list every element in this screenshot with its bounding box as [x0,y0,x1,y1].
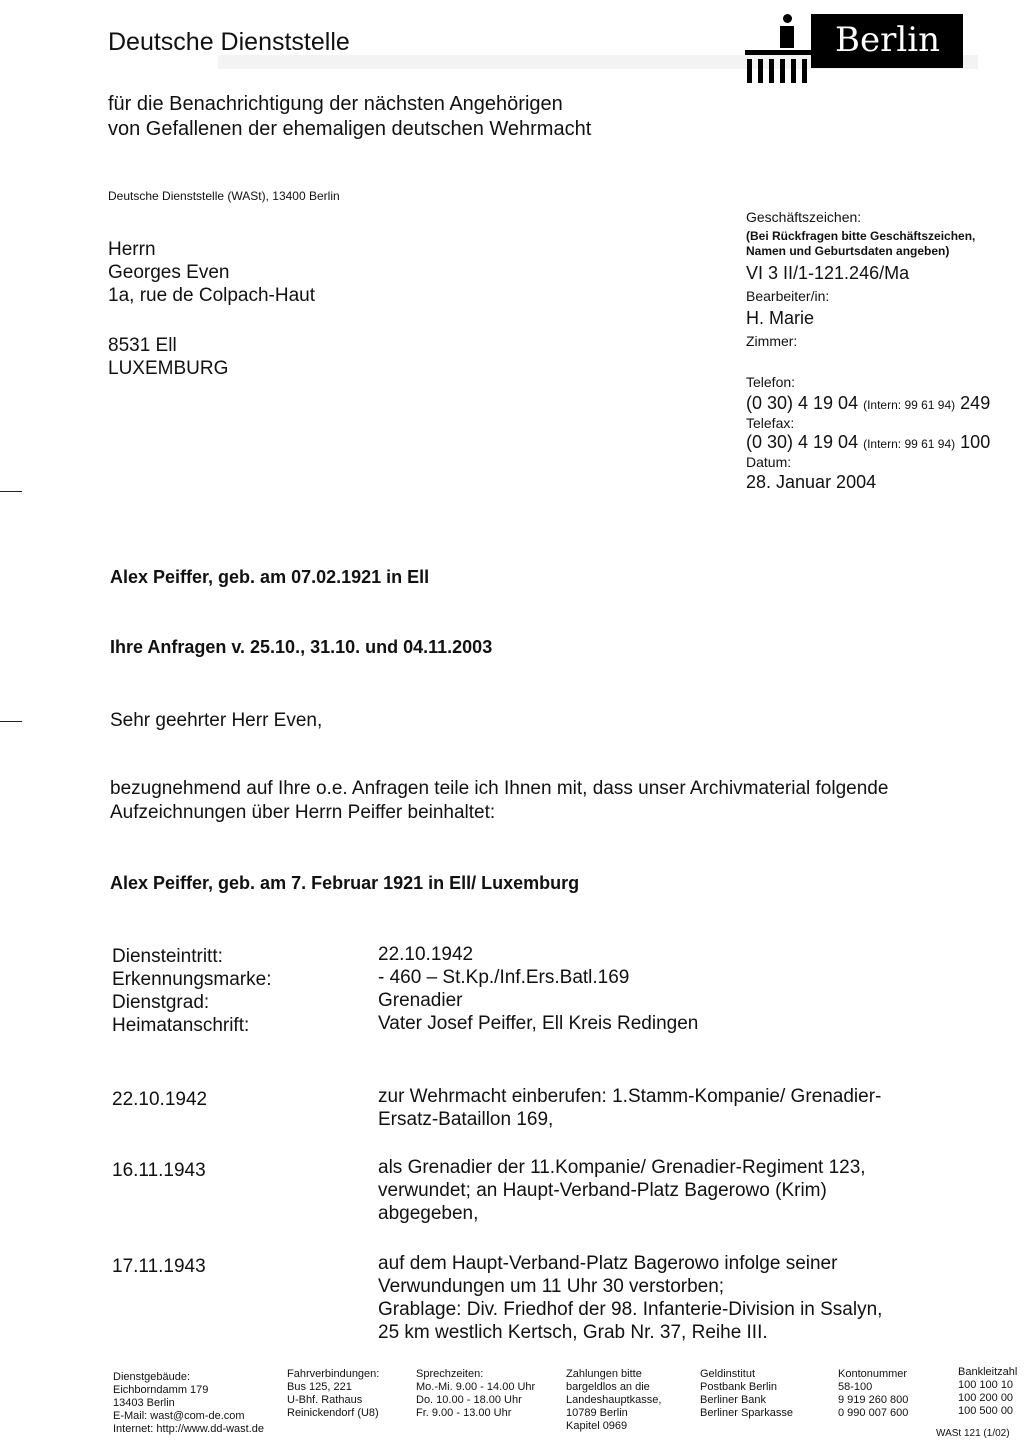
event-date: 17.11.1943 [112,1256,206,1277]
intro-line-2: Aufzeichnungen über Herrn Peiffer beinhaltet: [110,802,496,823]
phone-intern: (Intern: 99 61 94) [863,398,956,412]
event-line: als Grenadier der 11.Kompanie/ Grenadier-Regiment 123, [378,1157,866,1178]
footer-text: Kapitel 0969 [566,1420,628,1432]
intro-paragraph [110,777,888,825]
footer-text: Landeshauptkasse, [566,1394,662,1406]
recipient-salutation: Herrn [108,239,156,260]
fax-main: (0 30) 4 19 04 [746,432,859,452]
form-code: WASt 121 (1/02) [936,1428,1010,1439]
org-subtitle [108,92,591,142]
event-text [378,1156,866,1225]
event-date: 16.11.1943 [112,1160,206,1181]
reference-note-line-1: (Bei Rückfragen bitte Geschäftszeichen, [746,229,976,243]
recipient-city: 8531 Ell [108,335,177,356]
fax-number [746,432,990,453]
letter-date: 28. Januar 2004 [746,472,877,492]
footer-heading: Zahlungen bitte [566,1368,642,1380]
footer-heading: Dienstgebäude: [113,1371,191,1383]
recipient-street: 1a, rue de Colpach-Haut [108,285,316,306]
event-line: verwundet; an Haupt-Verband-Platz Bagerowo (Krim) [378,1180,827,1201]
footer-text: U-Bhf. Rathaus [287,1394,363,1406]
phone-ext: 249 [960,393,991,413]
details-values [378,943,698,1035]
subject-line-1: Alex Peiffer, geb. am 07.02.1921 in Ell [110,567,430,587]
footer-text: 58-100 [838,1381,873,1393]
footer-heading: Kontonummer [838,1368,908,1380]
footer-banks [700,1368,793,1420]
footer-text: Mo.-Mi. 9.00 - 14.00 Uhr [416,1381,536,1393]
event-line: Verwundungen um 11 Uhr 30 verstorben; [378,1276,725,1297]
details-labels [112,945,271,1037]
footer-text: 100 500 00 [958,1405,1014,1417]
phone-label: Telefon: [746,374,796,390]
intro-line-1: bezugnehmend auf Ihre o.e. Anfragen teile ich Ihnen mit, dass unser Archivmaterial folgende [110,778,889,799]
org-title: Deutsche Dienststelle [108,28,350,56]
footer-building [113,1371,264,1436]
footer-text: 0 990 007 600 [838,1407,909,1419]
recipient-country: LUXEMBURG [108,358,229,379]
event-line: abgegeben, [378,1203,479,1224]
detail-label: Dienstgrad: [112,992,210,1013]
event-date: 22.10.1942 [112,1089,208,1110]
org-subtitle-line-1: für die Benachrichtigung der nächsten Angehörigen [108,93,563,115]
event-line: zur Wehrmacht einberufen: 1.Stamm-Kompanie/ Grenadier- [378,1086,882,1107]
event-line: Ersatz-Bataillon 169, [378,1109,554,1130]
event-line: 25 km westlich Kertsch, Grab Nr. 37, Reihe III. [378,1322,768,1343]
berlin-logo [745,14,963,82]
footer-hours [416,1368,535,1420]
fax-ext: 100 [960,432,991,452]
person-heading: Alex Peiffer, geb. am 7. Februar 1921 in Ell/ Luxemburg [110,873,580,893]
subject-line-2: Ihre Anfragen v. 25.10., 31.10. und 04.11.2003 [110,637,493,657]
event-line: Grablage: Div. Friedhof der 98. Infanterie-Division in Ssalyn, [378,1299,883,1320]
footer-text: 13403 Berlin [113,1397,175,1409]
reference-note-line-2: Namen und Geburtsdaten angeben) [746,244,950,258]
recipient-name: Georges Even [108,262,230,283]
detail-label: Heimatanschrift: [112,1015,250,1036]
room-label: Zimmer: [746,333,798,349]
clerk-label: Bearbeiter/in: [746,288,830,304]
reference-label: Geschäftszeichen: [746,209,862,225]
footer-text: 100 200 00 [958,1392,1014,1404]
footer-accounts [838,1368,908,1420]
footer-transport [287,1368,379,1420]
footer-payments [566,1368,661,1433]
footer-text: Postbank Berlin [700,1381,778,1393]
footer-heading: Geldinstitut [700,1368,756,1380]
org-subtitle-line-2: von Gefallenen der ehemaligen deutschen Wehrmacht [108,118,592,140]
footer-text: 9 919 260 800 [838,1394,909,1406]
detail-label: Diensteintritt: [112,946,223,967]
event-line: auf dem Haupt-Verband-Platz Bagerowo infolge seiner [378,1253,838,1274]
greeting: Sehr geehrter Herr Even, [110,710,323,731]
fold-mark [0,491,22,492]
event-text [378,1085,881,1131]
footer-text: Fr. 9.00 - 13.00 Uhr [416,1407,512,1419]
phone-number [746,393,990,414]
footer-heading: Fahrverbindungen: [287,1368,380,1380]
footer-text: Eichborndamm 179 [113,1384,209,1396]
detail-value: Vater Josef Peiffer, Ell Kreis Redingen [378,1013,699,1034]
clerk-name: H. Marie [746,308,815,328]
footer-text: Berliner Bank [700,1394,767,1406]
footer-heading: Bankleitzahl [958,1366,1018,1378]
footer-text: Berliner Sparkasse [700,1407,793,1419]
fax-intern: (Intern: 99 61 94) [863,437,956,451]
reference-number: VI 3 II/1-121.246/Ma [746,263,910,283]
footer-email: E-Mail: wast@com-de.com [113,1410,245,1422]
footer-heading: Sprechzeiten: [416,1368,484,1380]
fax-label: Telefax: [746,415,795,431]
footer-text: Reinickendorf (U8) [287,1407,379,1419]
footer-text: Bus 125, 221 [287,1381,352,1393]
footer-text: Do. 10.00 - 18.00 Uhr [416,1394,522,1406]
fold-mark [0,721,22,722]
detail-value: 22.10.1942 [378,944,474,965]
footer-text: 100 100 10 [958,1379,1014,1391]
detail-value: - 460 – St.Kp./Inf.Ers.Batl.169 [378,967,630,988]
footer-bank-codes [958,1366,1017,1418]
event-text [378,1252,882,1344]
footer-website: Internet: http://www.dd-wast.de [113,1423,265,1435]
footer-text: 10789 Berlin [566,1407,628,1419]
phone-main: (0 30) 4 19 04 [746,393,859,413]
detail-value: Grenadier [378,990,463,1011]
reference-note [746,229,975,259]
detail-label: Erkennungsmarke: [112,969,272,990]
footer-text: bargeldlos an die [566,1381,650,1393]
sender-line: Deutsche Dienststelle (WASt), 13400 Berlin [108,189,340,203]
date-label: Datum: [746,454,792,470]
logo-text: Berlin [835,20,941,60]
recipient-address [108,238,315,380]
